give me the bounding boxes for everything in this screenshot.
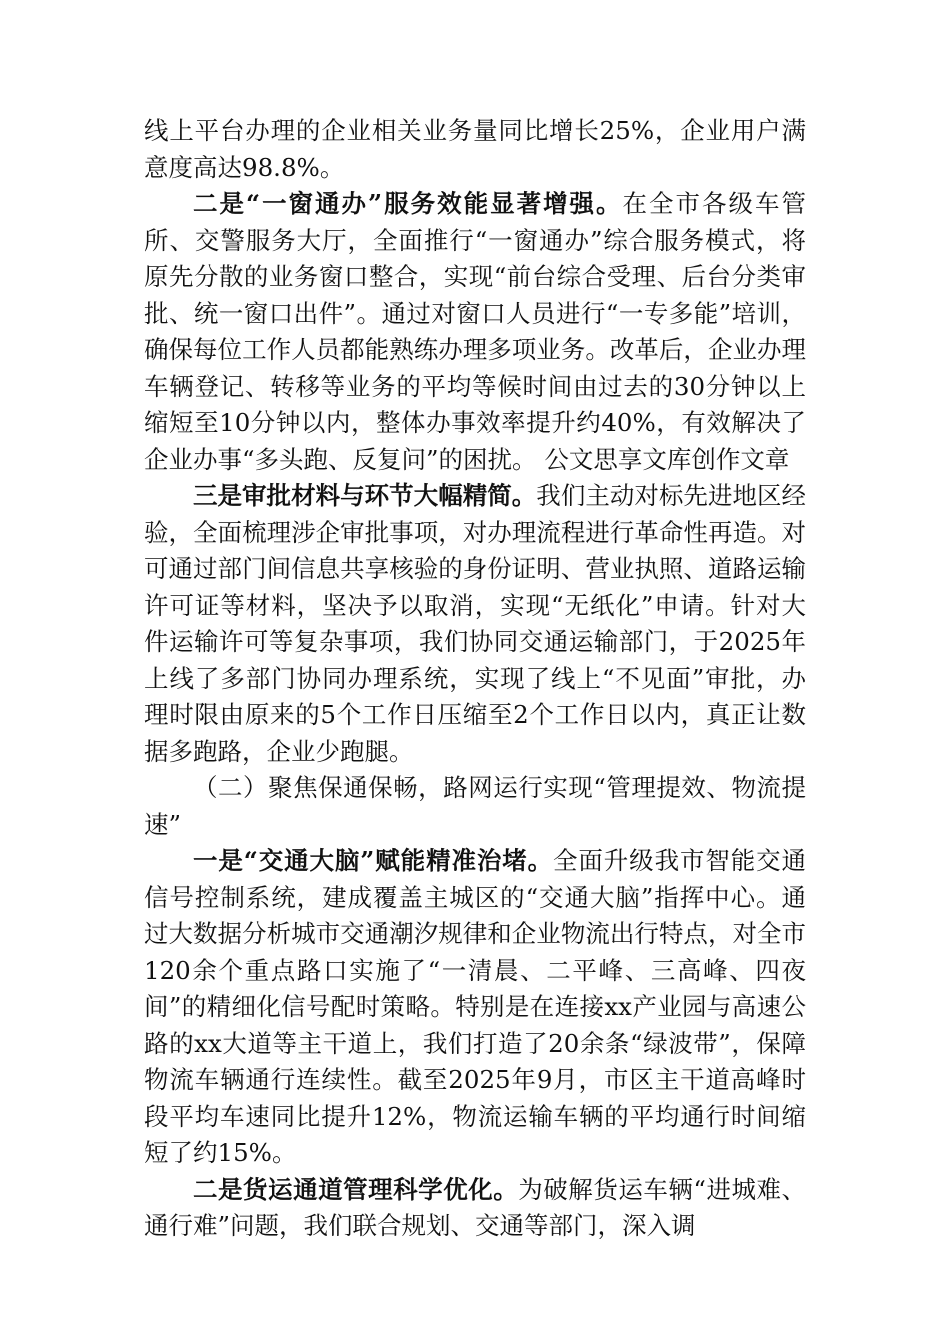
- paragraph-approval-simplification: [144, 478, 806, 770]
- section-heading-text: （二）聚焦保通保畅，路网运行实现“管理提效、物流提速”: [144, 773, 806, 839]
- paragraph-text: 在全市各级车管所、交警服务大厅，全面推行“一窗通办”综合服务模式，将原先分散的业务窗口整合，实现“前台综合受理、后台分类审批、统一窗口出件”。通过对窗口人员进行“一专多能”培训，确保每位工作人员都能熟练办理多项业务。改革后，企业办理车辆登记、转移等业务的平均等候时间由过去的30分钟以上缩短至10分钟以内，整体办事效率提升约40%，有效解决了企业办事“多头跑、反复问”的困扰。 公文思享文库创作文章: [144, 189, 806, 474]
- paragraph-continuation: [144, 113, 806, 186]
- paragraph-text: 线上平台办理的企业相关业务量同比增长25%，企业用户满意度高达98.8%。: [144, 116, 806, 182]
- document-body: [144, 113, 806, 1245]
- paragraph-lead-heading: 二是“一窗通办”服务效能显著增强。: [193, 189, 623, 218]
- paragraph-traffic-brain: [144, 843, 806, 1172]
- paragraph-freight-channel: [144, 1172, 806, 1245]
- paragraph-one-window-service: [144, 186, 806, 478]
- paragraph-text: 为破解货运车辆“进城难、通行难”问题，我们联合规划、交通等部门，深入调: [144, 1174, 807, 1240]
- paragraph-text: 全面升级我市智能交通信号控制系统，建成覆盖主城区的“交通大脑”指挥中心。通过大数据分析城市交通潮汐规律和企业物流出行特点，对全市120余个重点路口实施了“一清晨、二平峰、三高峰、四夜间”的精细化信号配时策略。特别是在连接xx产业园与高速公路的xx大道等主干道上，我们打造了20余条“绿波带”，保障物流车辆通行连续性。截至2025年9月，市区主干道高峰时段平均车速同比提升12%，物流运输车辆的平均通行时间缩短了约15%。: [144, 846, 807, 1167]
- section-heading: [144, 770, 806, 843]
- paragraph-text: 我们主动对标先进地区经验，全面梳理涉企审批事项，对办理流程进行革命性再造。对可通过部门间信息共享核验的身份证明、营业执照、道路运输许可证等材料，坚决予以取消，实现“无纸化”申请。针对大件运输许可等复杂事项，我们协同交通运输部门，于2025年上线了多部门协同办理系统，实现了线上“不见面”审批，办理时限由原来的5个工作日压缩至2个工作日以内，真正让数据多跑路，企业少跑腿。: [144, 481, 807, 766]
- paragraph-lead-heading: 二是货运通道管理科学优化。: [193, 1174, 519, 1204]
- paragraph-lead-heading: 一是“交通大脑”赋能精准治堵。: [193, 846, 554, 875]
- paragraph-lead-heading: 三是审批材料与环节大幅精简。: [193, 481, 537, 510]
